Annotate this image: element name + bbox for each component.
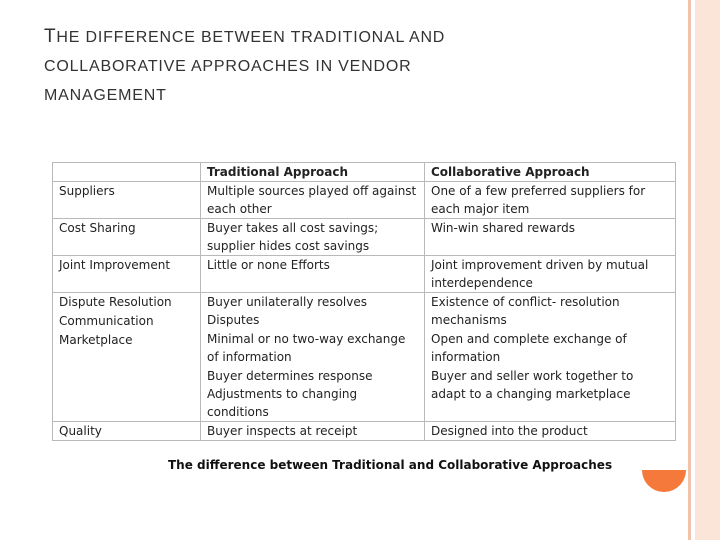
comparison-table bbox=[52, 162, 676, 441]
collaborative-cell: Win-win shared rewards bbox=[425, 219, 676, 256]
traditional-cell: Little or none Efforts bbox=[201, 256, 425, 293]
title-line-2: COLLABORATIVE APPROACHES IN VENDOR bbox=[44, 58, 412, 75]
title-line-1: HE DIFFERENCE BETWEEN TRADITIONAL AND bbox=[56, 29, 446, 46]
row-label: Suppliers bbox=[53, 182, 201, 219]
row-label-group bbox=[53, 293, 201, 422]
row-label: Joint Improvement bbox=[53, 256, 201, 293]
title-first-letter: T bbox=[44, 26, 57, 47]
row-label: Communication bbox=[59, 314, 154, 328]
traditional-cell: Multiple sources played off against each other bbox=[201, 182, 425, 219]
traditional-cell: Buyer inspects at receipt bbox=[201, 422, 425, 441]
title-line-3: MANAGEMENT bbox=[44, 87, 167, 104]
header-blank bbox=[53, 163, 201, 182]
traditional-cell: Minimal or no two-way exchange of information bbox=[207, 332, 406, 364]
row-label: Cost Sharing bbox=[53, 219, 201, 256]
row-label: Dispute Resolution bbox=[59, 295, 172, 309]
table-row bbox=[53, 293, 676, 422]
traditional-cell: Buyer unilaterally resolves Disputes bbox=[207, 295, 367, 327]
header-traditional: Traditional Approach bbox=[201, 163, 425, 182]
comparison-table-container bbox=[52, 162, 675, 441]
table-row bbox=[53, 219, 676, 256]
collaborative-cell: Joint improvement driven by mutual interdependence bbox=[425, 256, 676, 293]
traditional-cell-group bbox=[201, 293, 425, 422]
header-collaborative: Collaborative Approach bbox=[425, 163, 676, 182]
table-header-row bbox=[53, 163, 676, 182]
collaborative-cell: Buyer and seller work together to adapt to a changing marketplace bbox=[431, 369, 634, 401]
row-label: Quality bbox=[53, 422, 201, 441]
collaborative-cell: Designed into the product bbox=[425, 422, 676, 441]
decorative-border-line bbox=[688, 0, 691, 540]
traditional-cell: Buyer determines response Adjustments to changing conditions bbox=[207, 369, 373, 419]
table-row bbox=[53, 422, 676, 441]
table-row bbox=[53, 182, 676, 219]
traditional-cell: Buyer takes all cost savings; supplier hides cost savings bbox=[201, 219, 425, 256]
collaborative-cell-group bbox=[425, 293, 676, 422]
decorative-semicircle bbox=[642, 470, 686, 492]
slide-title bbox=[44, 22, 604, 110]
table-row bbox=[53, 256, 676, 293]
table-caption: The difference between Traditional and Collaborative Approaches bbox=[168, 458, 613, 472]
decorative-border-band bbox=[695, 0, 720, 540]
collaborative-cell: Existence of conflict- resolution mechanisms bbox=[431, 295, 620, 327]
collaborative-cell: One of a few preferred suppliers for each major item bbox=[425, 182, 676, 219]
row-label: Marketplace bbox=[59, 333, 133, 347]
collaborative-cell: Open and complete exchange of information bbox=[431, 332, 627, 364]
